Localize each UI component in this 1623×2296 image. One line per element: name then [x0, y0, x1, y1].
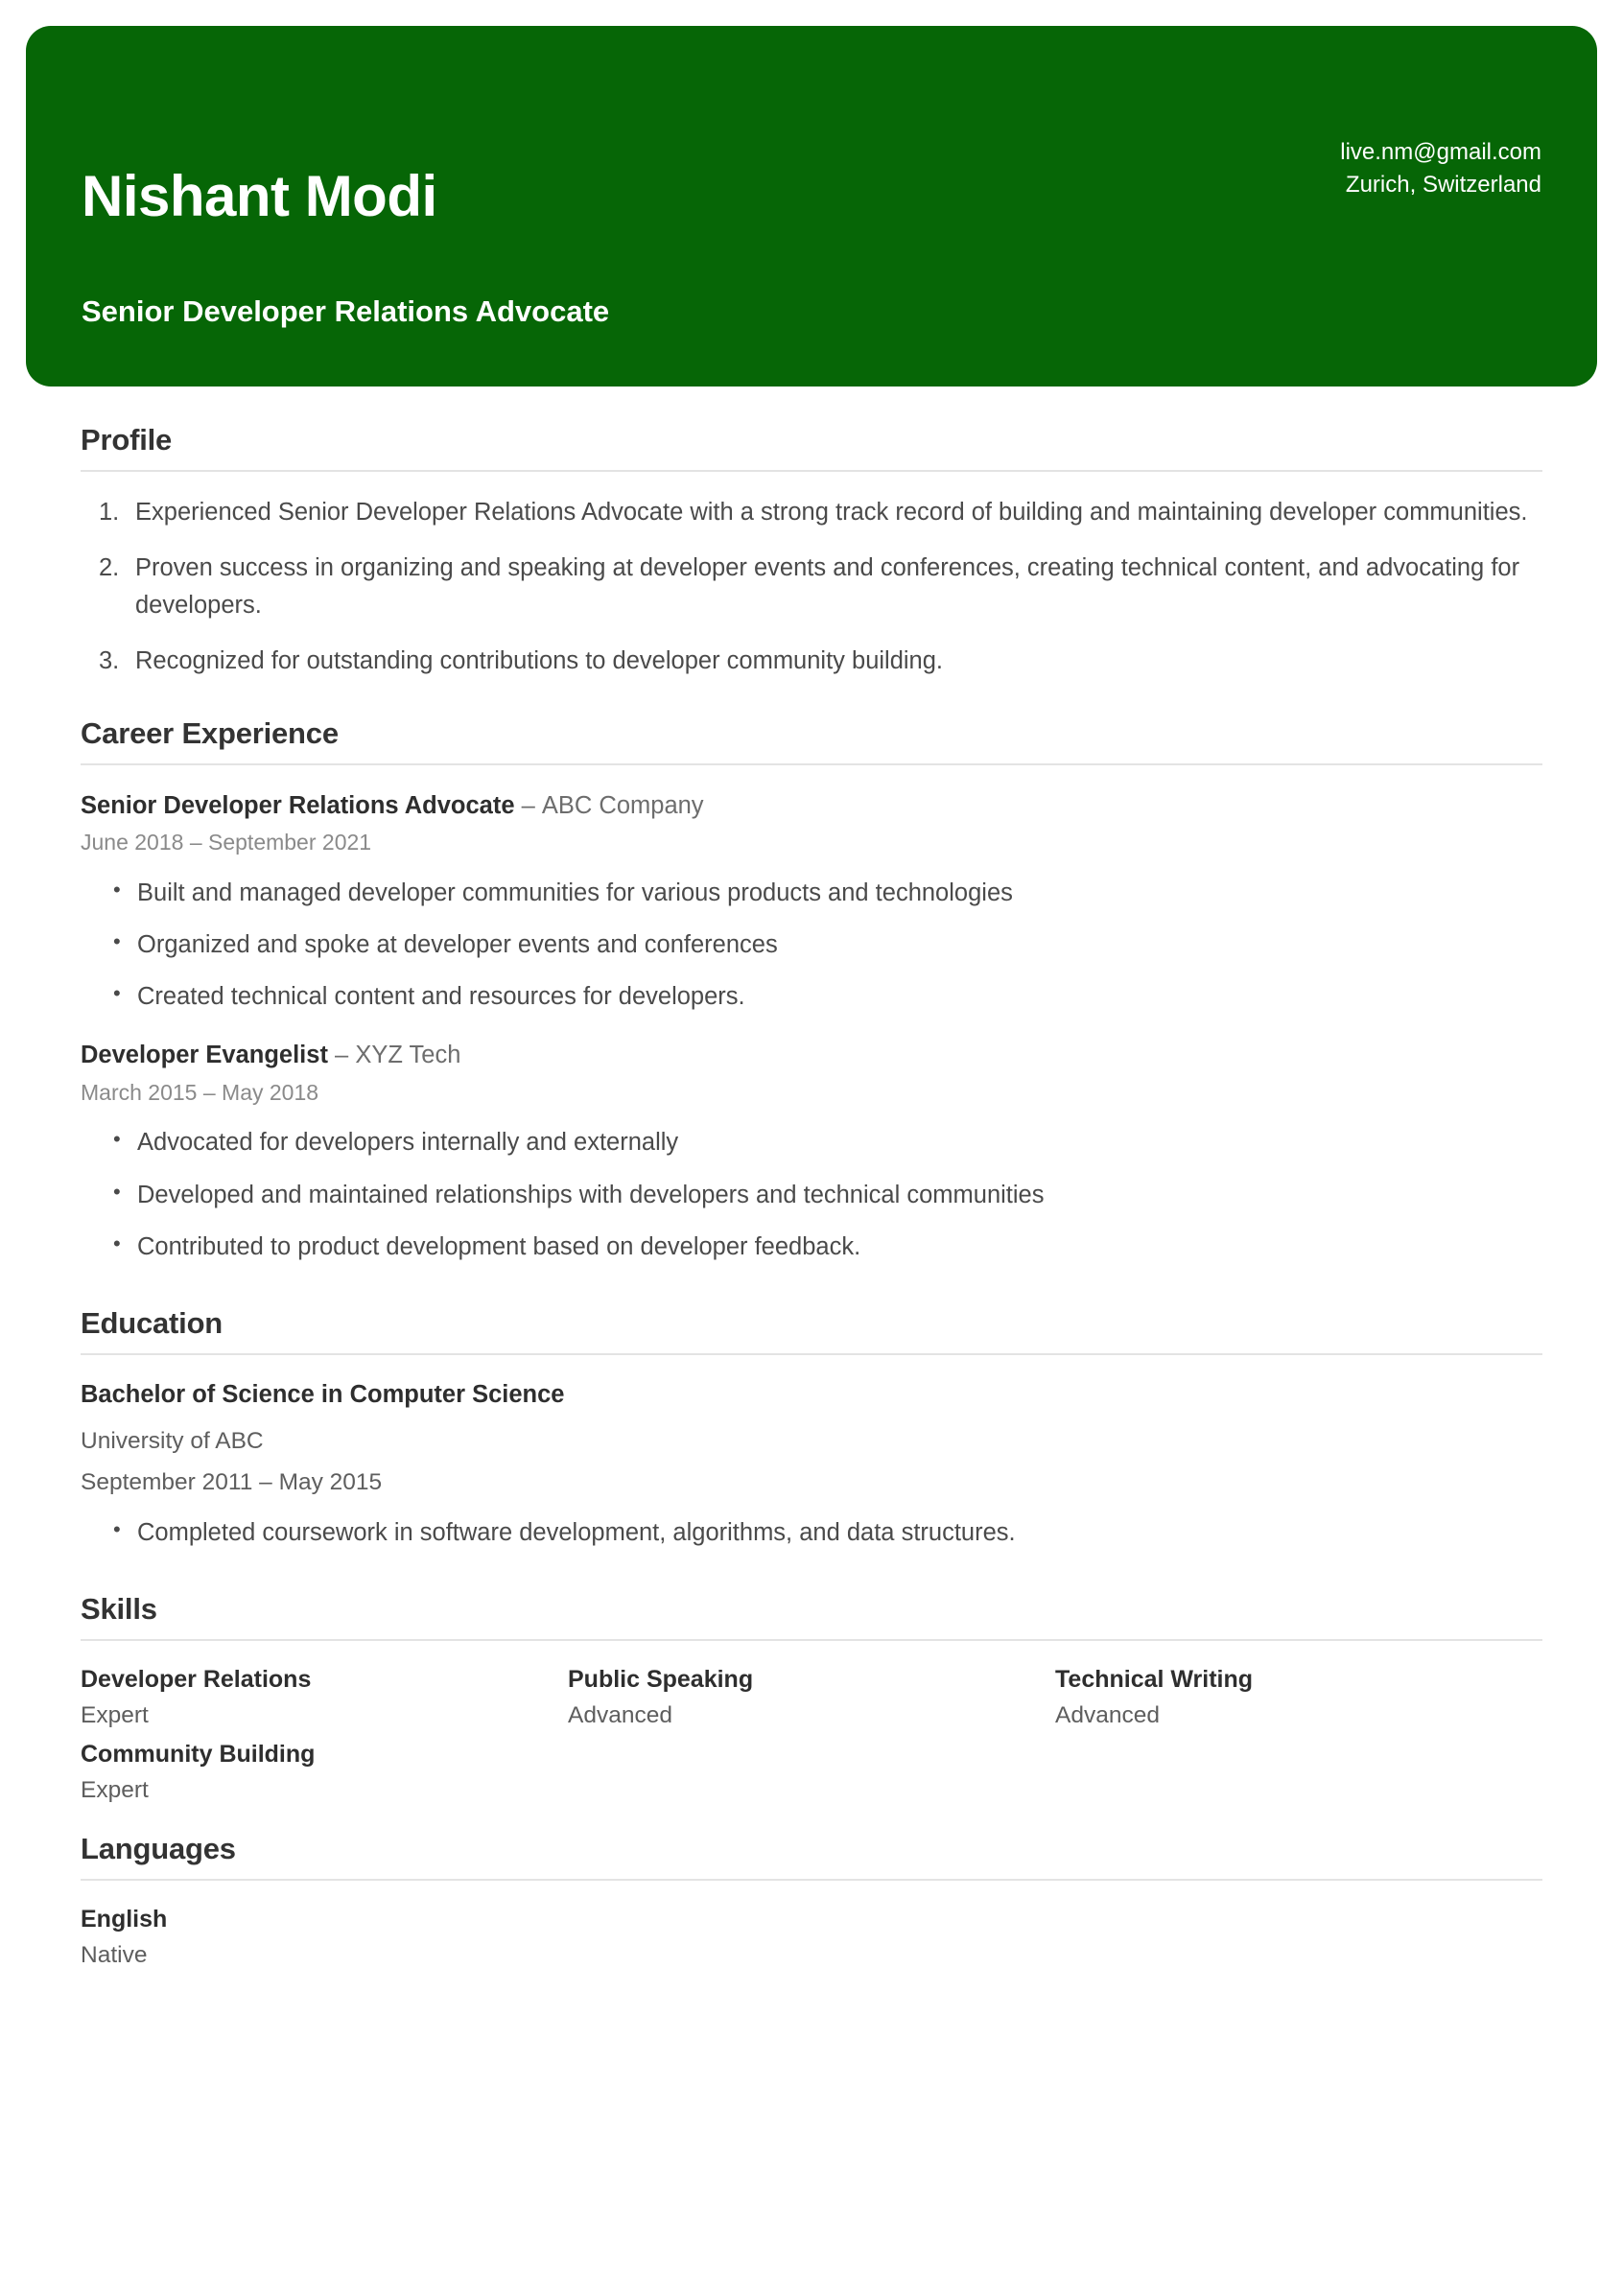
skill-name: Developer Relations [81, 1665, 312, 1693]
candidate-job-title: Senior Developer Relations Advocate [82, 294, 610, 328]
section-career-experience [81, 715, 1542, 1265]
profile-list [81, 494, 1542, 681]
job-separator [328, 1042, 335, 1068]
section-profile [81, 422, 1542, 681]
contact-location: Zurich, Switzerland [1345, 172, 1541, 199]
job-dash: – [335, 1042, 349, 1069]
job-bullet-list [81, 875, 1542, 1016]
section-divider [81, 470, 1542, 472]
header-inner [26, 26, 1597, 387]
section-languages [81, 1831, 1542, 1972]
contact-email[interactable]: live.nm@gmail.com [1340, 139, 1541, 165]
education-dates: September 2011 – May 2015 [81, 1468, 383, 1495]
job-bullet: • Advocated for developers internally and externally [81, 1124, 1542, 1160]
resume-body [81, 422, 1542, 1973]
job-role: Senior Developer Relations Advocate [81, 791, 515, 819]
profile-item-number: 2. [99, 553, 120, 581]
job-entry [81, 1039, 1542, 1265]
profile-item-text: Recognized for outstanding contributions to developer community building. [135, 647, 943, 675]
skill-level: Expert [81, 1701, 149, 1728]
skill-item [81, 1739, 568, 1814]
section-skills [81, 1591, 1542, 1814]
profile-list-item [81, 494, 1542, 532]
skill-name: Technical Writing [1055, 1665, 1254, 1693]
skill-level: Expert [81, 1777, 149, 1804]
spacer [81, 681, 1542, 715]
resume-header-card [26, 26, 1597, 387]
profile-item-number: 3. [99, 647, 120, 675]
job-dash: – [521, 791, 535, 819]
skill-item [568, 1664, 1055, 1739]
language-level: Native [81, 1942, 148, 1969]
section-heading-profile: Profile [81, 423, 173, 457]
language-item [81, 1904, 1542, 1972]
job-dates: March 2015 – May 2018 [81, 1080, 319, 1106]
job-entry [81, 789, 1542, 1016]
spacer [81, 1265, 1542, 1305]
job-organization: XYZ Tech [355, 1042, 461, 1069]
profile-list-item [81, 643, 1542, 681]
skill-item [81, 1664, 568, 1739]
candidate-name: Nishant Modi [82, 164, 437, 228]
job-bullet: • Contributed to product development based on developer feedback. [81, 1229, 1542, 1265]
job-bullet: • Created technical content and resources for developers. [81, 978, 1542, 1015]
job-bullet-list [81, 1124, 1542, 1265]
education-school: University of ABC [81, 1428, 264, 1455]
job-space [535, 792, 542, 819]
education-degree: Bachelor of Science in Computer Science [81, 1380, 565, 1408]
education-bullet: • Completed coursework in software development, algorithms, and data structures. [81, 1514, 1542, 1551]
section-heading-education: Education [81, 1306, 223, 1341]
section-heading-career: Career Experience [81, 715, 339, 750]
skill-item [1055, 1664, 1542, 1739]
contact-info [1340, 136, 1541, 201]
education-entry [81, 1378, 1542, 1551]
job-bullet: • Built and managed developer communities for various products and technologies [81, 875, 1542, 911]
skills-grid [81, 1664, 1542, 1815]
skill-level: Advanced [568, 1701, 672, 1728]
job-header [81, 1039, 1542, 1073]
section-divider [81, 763, 1542, 765]
section-divider [81, 1639, 1542, 1641]
skill-name: Community Building [81, 1741, 316, 1769]
section-divider [81, 1879, 1542, 1881]
job-bullet: • Developed and maintained relationships with developers and technical communities [81, 1177, 1542, 1213]
job-role: Developer Evangelist [81, 1042, 328, 1069]
skill-name: Public Speaking [568, 1665, 754, 1693]
education-bullet-list [81, 1514, 1542, 1551]
section-education [81, 1305, 1542, 1551]
spacer [81, 1814, 1542, 1831]
section-divider [81, 1353, 1542, 1355]
job-dates: June 2018 – September 2021 [81, 830, 372, 855]
profile-item-text: Proven success in organizing and speaking at developer events and conferences, creating technical content, and advocating for developers. [135, 553, 1520, 620]
skill-level: Advanced [1055, 1701, 1160, 1728]
section-heading-languages: Languages [81, 1832, 236, 1866]
language-name: English [81, 1906, 168, 1933]
spacer [81, 1551, 1542, 1591]
job-organization: ABC Company [541, 791, 704, 819]
job-separator [515, 792, 522, 819]
profile-list-item [81, 550, 1542, 626]
profile-item-text: Experienced Senior Developer Relations Advocate with a strong track record of building and maintaining developer communities. [135, 498, 1528, 526]
section-heading-skills: Skills [81, 1592, 157, 1627]
job-bullet: • Organized and spoke at developer events and conferences [81, 926, 1542, 963]
profile-item-number: 1. [99, 498, 120, 526]
job-header [81, 789, 1542, 824]
